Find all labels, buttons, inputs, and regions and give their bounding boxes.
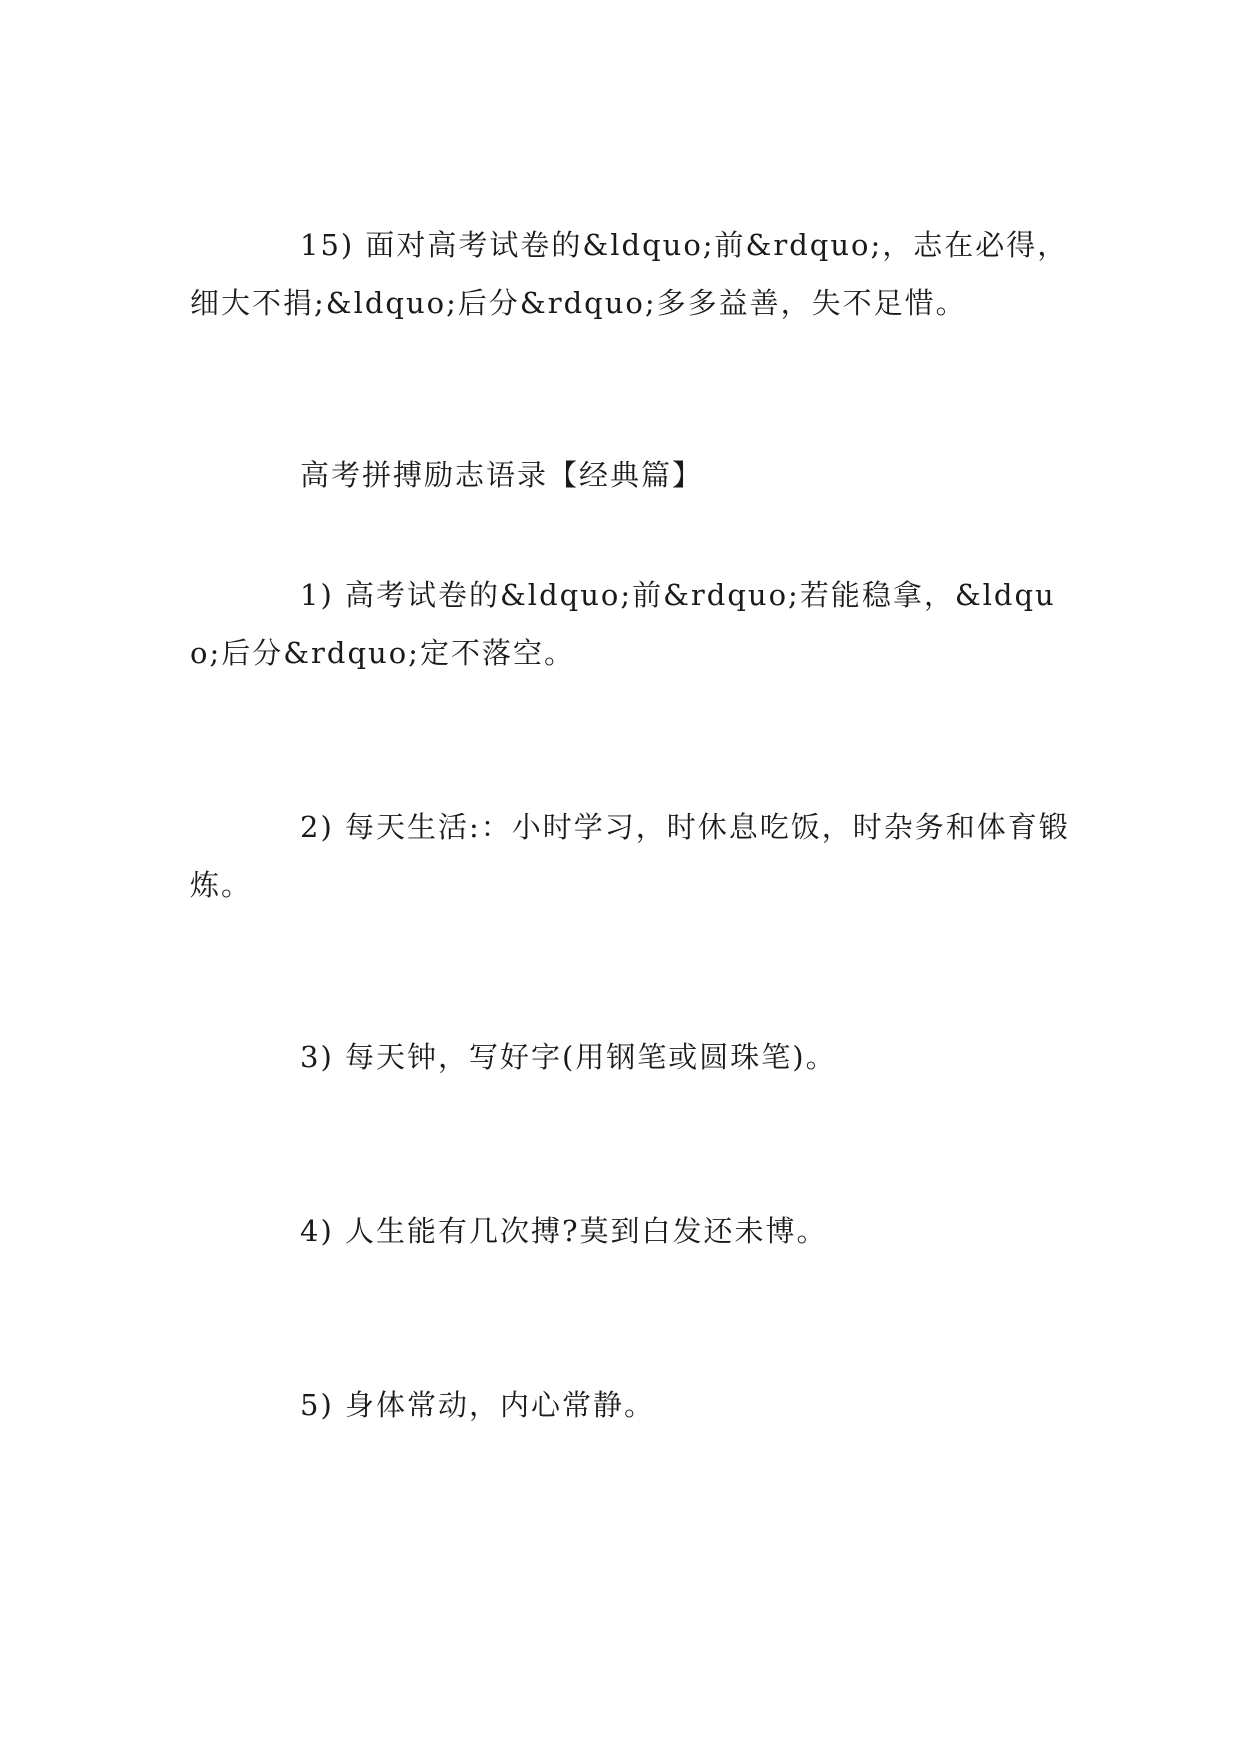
paragraph-3: 3) 每天钟，写好字(用钢笔或圆珠笔)。 — [300, 1040, 837, 1074]
paragraph-15: 15) 面对高考试卷的&ldquo;前&rdquo;，志在必得，细大不捐;&ldquo;后分&rdquo;多多益善，失不足惜。 — [190, 228, 1069, 320]
paragraph-1: 1) 高考试卷的&ldquo;前&rdquo;若能稳拿，&ldquo;后分&rdquo;定不落空。 — [190, 578, 1056, 670]
paragraph-2: 2) 每天生活:：小时学习，时休息吃饭，时杂务和体育锻炼。 — [190, 810, 1070, 902]
section-heading: 高考拼搏励志语录【经典篇】 — [300, 458, 704, 492]
paragraph-4: 4) 人生能有几次搏?莫到白发还未博。 — [300, 1214, 828, 1248]
paragraph-5: 5) 身体常动，内心常静。 — [300, 1388, 655, 1422]
